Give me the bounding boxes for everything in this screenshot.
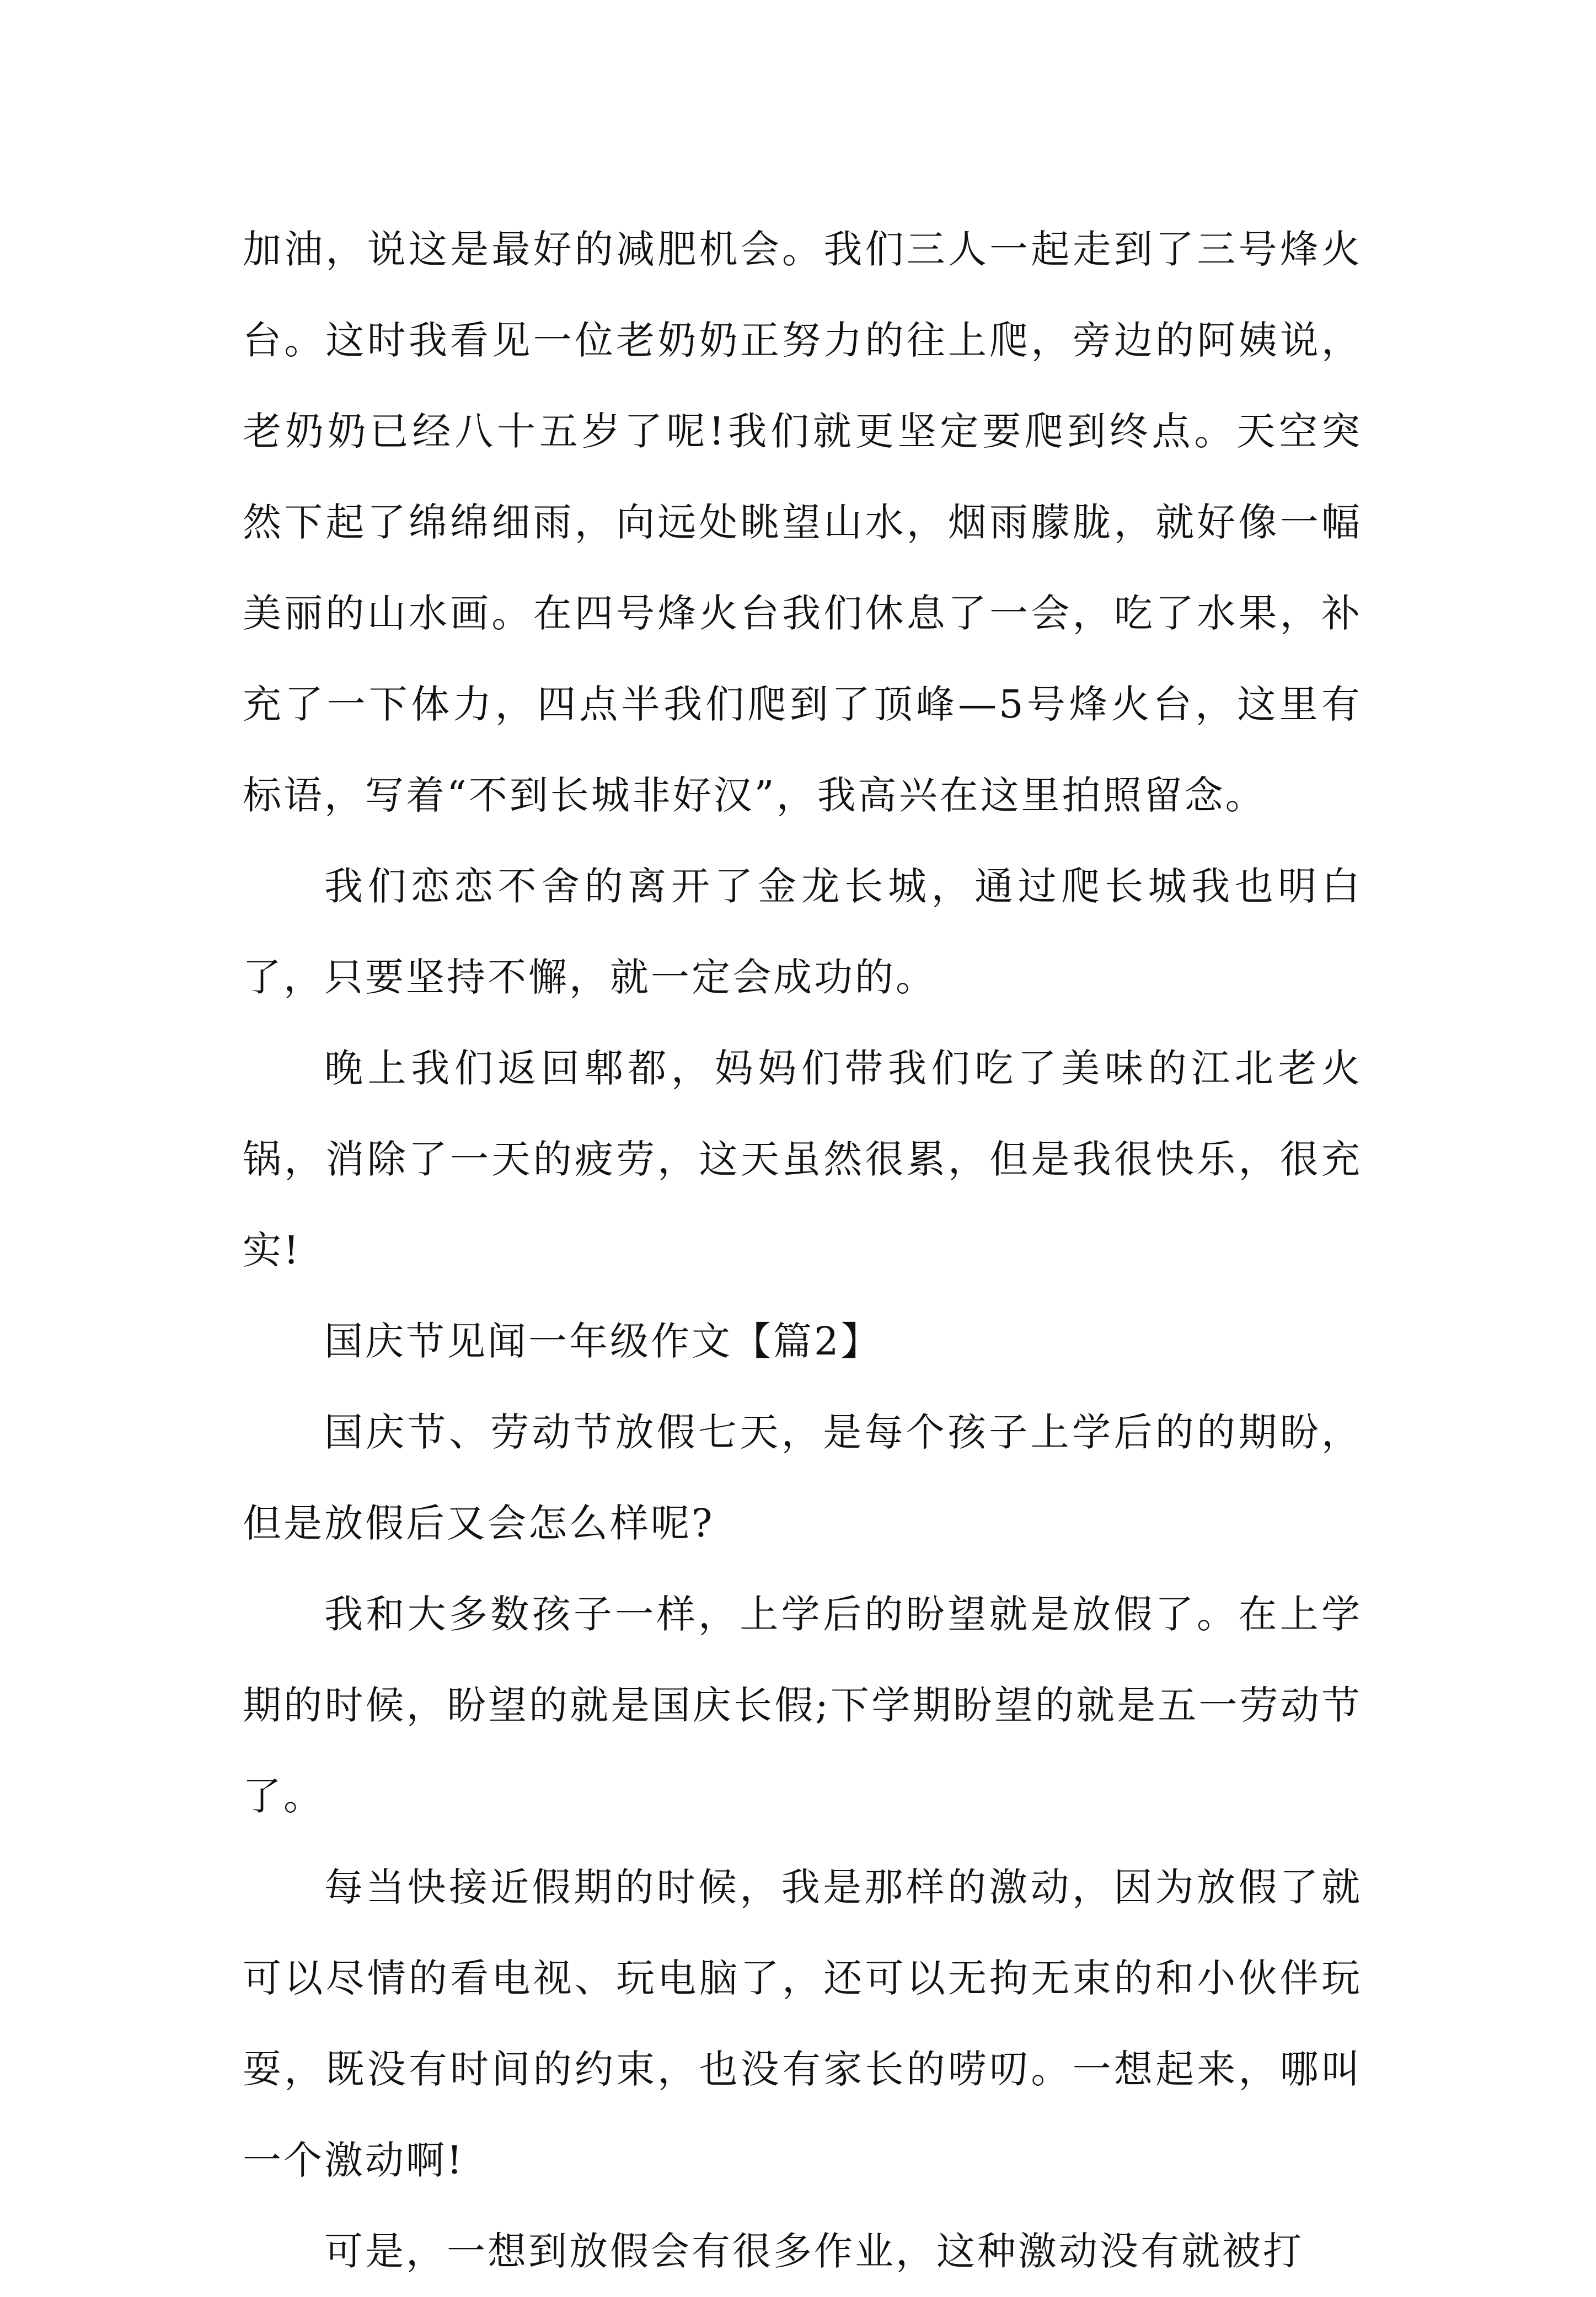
paragraph-1: 加油，说这是最好的减肥机会。我们三人一起走到了三号烽火台。这时我看见一位老奶奶正努力的往上爬，旁边的阿姨说，老奶奶已经八十五岁了呢!我们就更坚定要爬到终点。天空突然下起了绵绵细雨，向远处眺望山水，烟雨朦胧，就好像一幅美丽的山水画。在四号烽火台我们休息了一会，吃了水果，补充了一下体力，四点半我们爬到了顶峰—5号烽火台，这里有标语，写着“不到长城非好汉”，我高兴在这里拍照留念。 [243,227,1362,818]
paragraph-2: 我们恋恋不舍的离开了金龙长城，通过爬长城我也明白了，只要坚持不懈，就一定会成功的。 [243,864,1362,1000]
paragraph-5: 国庆节、劳动节放假七天，是每个孩子上学后的的期盼，但是放假后又会怎么样呢? [243,1410,1362,1546]
paragraph-6: 我和大多数孩子一样，上学后的盼望就是放假了。在上学期的时候，盼望的就是国庆长假;下学期盼望的就是五一劳动节了。 [243,1592,1362,1819]
paragraph-7: 每当快接近假期的时候，我是那样的激动，因为放假了就可以尽情的看电视、玩电脑了，还可以无拘无束的和小伙伴玩耍，既没有时间的约束，也没有家长的唠叨。一想起来，哪叫一个激动啊! [243,1865,1362,2183]
section-heading: 国庆节见闻一年级作文【篇2】 [324,1319,882,1364]
essay-body [243,204,1362,2297]
paragraph-3: 晚上我们返回郫都，妈妈们带我们吃了美味的江北老火锅，消除了一天的疲劳，这天虽然很累，但是我很快乐，很充实! [243,1046,1362,1273]
paragraph-8: 可是，一想到放假会有很多作业，这种激动没有就被打 [324,2229,1304,2274]
